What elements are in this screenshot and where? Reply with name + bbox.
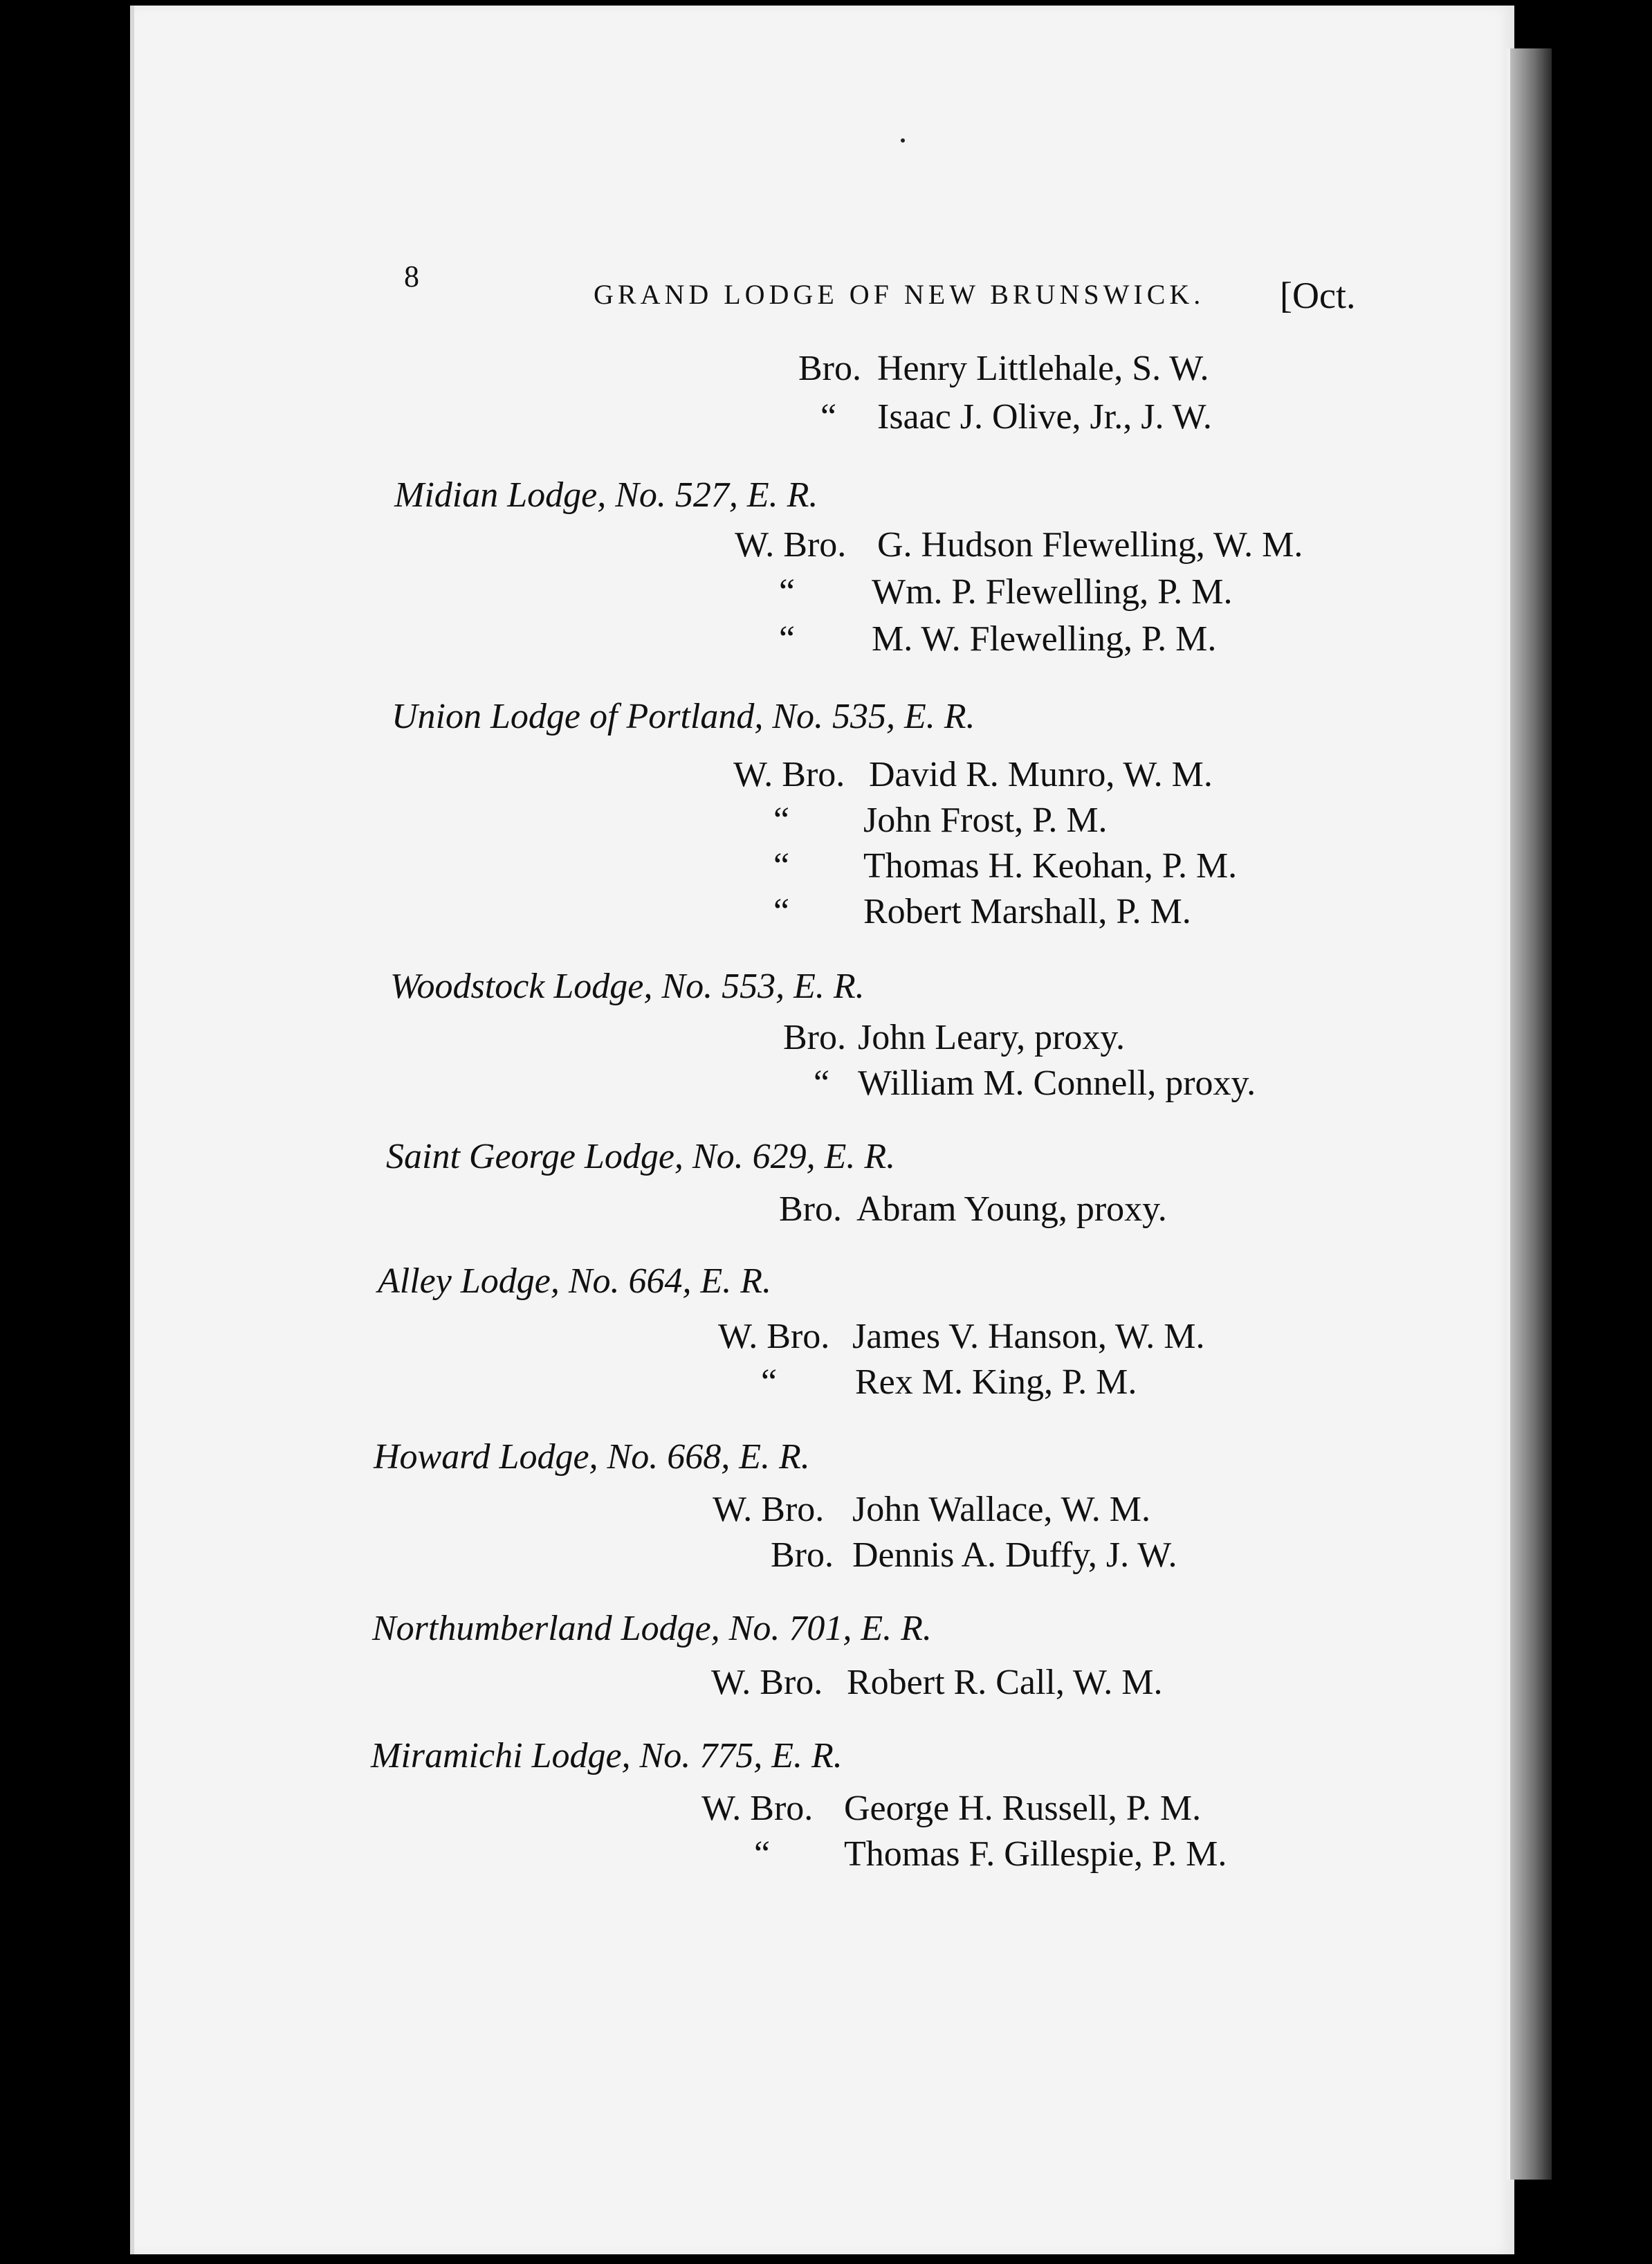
member-name: G. Hudson Flewelling, W. M. [877,525,1303,565]
member-name: Abram Young, proxy. [856,1189,1167,1229]
speck-mark [901,138,905,143]
lodge-title: Woodstock Lodge, No. 553, E. R. [390,967,865,1006]
lodge-title: Miramichi Lodge, No. 775, E. R. [371,1736,843,1775]
ditto-mark: “ [761,1362,778,1402]
ditto-mark: “ [820,397,837,437]
member-prefix: Bro. [771,1535,834,1575]
member-name: Dennis A. Duffy, J. W. [852,1535,1177,1575]
member-name: David R. Munro, W. M. [869,755,1213,794]
lodge-title: Saint George Lodge, No. 629, E. R. [386,1137,896,1176]
member-prefix: W. Bro. [718,1317,830,1356]
member-name: James V. Hanson, W. M. [852,1317,1205,1356]
lodge-title: Union Lodge of Portland, No. 535, E. R. [392,697,975,736]
member-prefix: W. Bro. [713,1490,825,1529]
book-page [130,6,1514,2254]
member-prefix: Bro. [783,1018,846,1057]
ditto-mark: “ [773,846,790,886]
member-name: George H. Russell, P. M. [844,1789,1202,1828]
member-prefix: Bro. [779,1189,842,1229]
lodge-title: Howard Lodge, No. 668, E. R. [374,1437,810,1477]
lodge-title: Alley Lodge, No. 664, E. R. [378,1261,772,1301]
member-name: John Frost, P. M. [863,801,1108,840]
member-name: John Leary, proxy. [858,1018,1126,1057]
member-name: William M. Connell, proxy. [858,1063,1256,1103]
member-name: Rex M. King, P. M. [855,1362,1137,1402]
member-prefix: W. Bro. [701,1789,814,1828]
ditto-mark: “ [779,572,796,612]
lodge-title: Midian Lodge, No. 527, E. R. [394,475,818,515]
ditto-mark: “ [773,801,790,840]
member-name: John Wallace, W. M. [852,1490,1151,1529]
member-name: Robert Marshall, P. M. [863,892,1191,931]
member-prefix: Bro. [798,349,861,388]
member-name: Thomas H. Keohan, P. M. [863,846,1238,886]
member-name: Thomas F. Gillespie, P. M. [844,1834,1227,1874]
member-name: M. W. Flewelling, P. M. [872,619,1217,659]
member-name: Isaac J. Olive, Jr., J. W. [877,397,1212,437]
member-name: Henry Littlehale, S. W. [877,349,1209,388]
member-prefix: W. Bro. [733,755,845,794]
lodge-title: Northumberland Lodge, No. 701, E. R. [372,1609,932,1648]
book-spine-shadow [1510,48,1552,2180]
page-number: 8 [404,259,419,293]
member-prefix: W. Bro. [735,525,847,565]
date-fragment: [Oct. [1280,275,1356,316]
ditto-mark: “ [773,892,790,931]
member-name: Wm. P. Flewelling, P. M. [872,572,1233,612]
ditto-mark: “ [814,1063,830,1103]
ditto-mark: “ [779,619,796,659]
running-title: GRAND LODGE OF NEW BRUNSWICK. [594,279,1205,310]
member-name: Robert R. Call, W. M. [847,1663,1163,1702]
ditto-mark: “ [754,1834,771,1874]
member-prefix: W. Bro. [711,1663,823,1702]
